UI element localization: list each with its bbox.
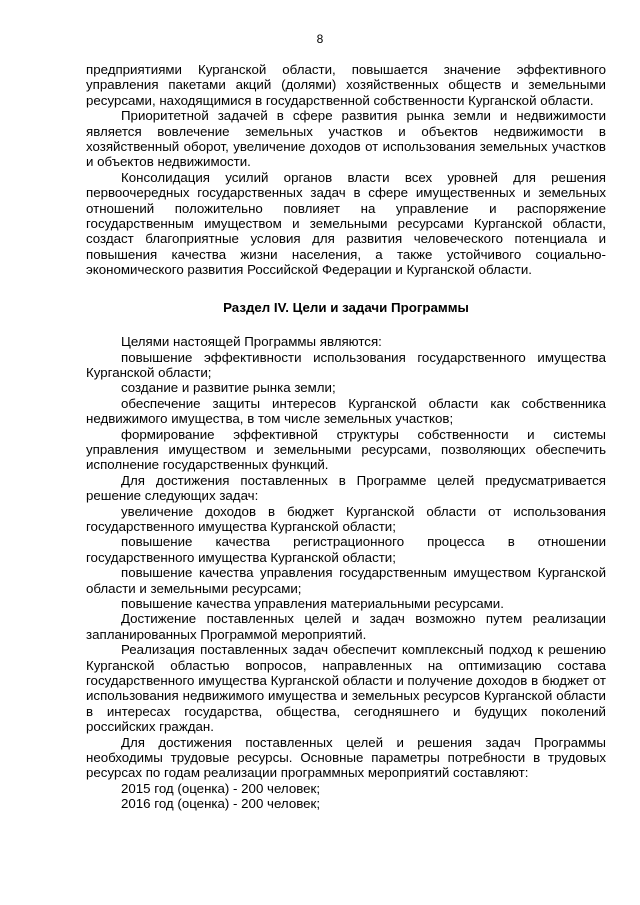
paragraph: Консолидация усилий органов власти всех уровней для решения первоочередных государственных задач в сфере имущественных и земельных отношений положительно повлияет на управление и распоряжение государственным имуществом и земельными ресурсами Курганской области, создаст благоприятные условия для развития человеческого потенциала и повышения качества жизни населения, а также устойчивого социально-экономического развития Российской Федерации и Курганской области. [86, 169, 606, 278]
list-item: повышение качества регистрационного процесса в отношении государственного имущества Курганской области; [86, 534, 606, 565]
list-item: повышение эффективности использования государственного имущества Курганской области; [86, 349, 606, 380]
list-item: повышение качества управления материальными ресурсами. [121, 596, 504, 611]
paragraph: предприятиями Курганской области, повышается значение эффективного управления пакетами акций (долями) хозяйственных обществ и земельными ресурсами, находящимися в государственной собственности Курганской области. [86, 62, 606, 108]
section-heading: Раздел IV. Цели и задачи Программы [223, 299, 469, 315]
document-body [86, 62, 606, 812]
paragraph: Для достижения поставленных в Программе целей предусматривается решение следующих задач: [86, 472, 606, 504]
paragraph: Для достижения поставленных целей и решения задач Программы необходимы трудовые ресурсы. Основные параметры потребности в трудовых ресурсах по годам реализации программных мероприятий составляют: [86, 734, 606, 781]
list-item: 2016 год (оценка) - 200 человек; [121, 796, 321, 812]
paragraph: Целями настоящей Программы являются: [121, 334, 382, 350]
paragraph: Достижение поставленных целей и задач возможно путем реализации запланированных Программой мероприятий. [86, 611, 606, 642]
paragraph: Реализация поставленных задач обеспечит комплексный подход к решению Курганской областью вопросов, направленных на оптимизацию состава государственного имущества Курганской области и получение доходов в бюджет от использования недвижимого имущества и земельных ресурсов Курганской области в интересах государства, общества, сегодняшнего и будущих поколений российских граждан. [86, 642, 606, 735]
page-number: 8 [316, 32, 324, 46]
list-item: 2015 год (оценка) - 200 человек; [121, 780, 321, 796]
list-item: создание и развитие рынка земли; [121, 380, 336, 396]
list-item: формирование эффективной структуры собственности и системы управления имуществом и земельными ресурсами, позволяющих обеспечить исполнение государственных функций. [86, 426, 606, 473]
list-item: увеличение доходов в бюджет Курганской области от использования государственного имущества Курганской области; [86, 503, 606, 534]
paragraph: Приоритетной задачей в сфере развития рынка земли и недвижимости является вовлечение земельных участков и объектов недвижимости в хозяйственный оборот, увеличение доходов от использования земельных участков и объектов недвижимости. [86, 108, 606, 170]
list-item: обеспечение защиты интересов Курганской области как собственника недвижимого имущества, в том числе земельных участков; [86, 395, 606, 427]
list-item: повышение качества управления государственным имуществом Курганской области и земельными ресурсами; [86, 565, 606, 596]
